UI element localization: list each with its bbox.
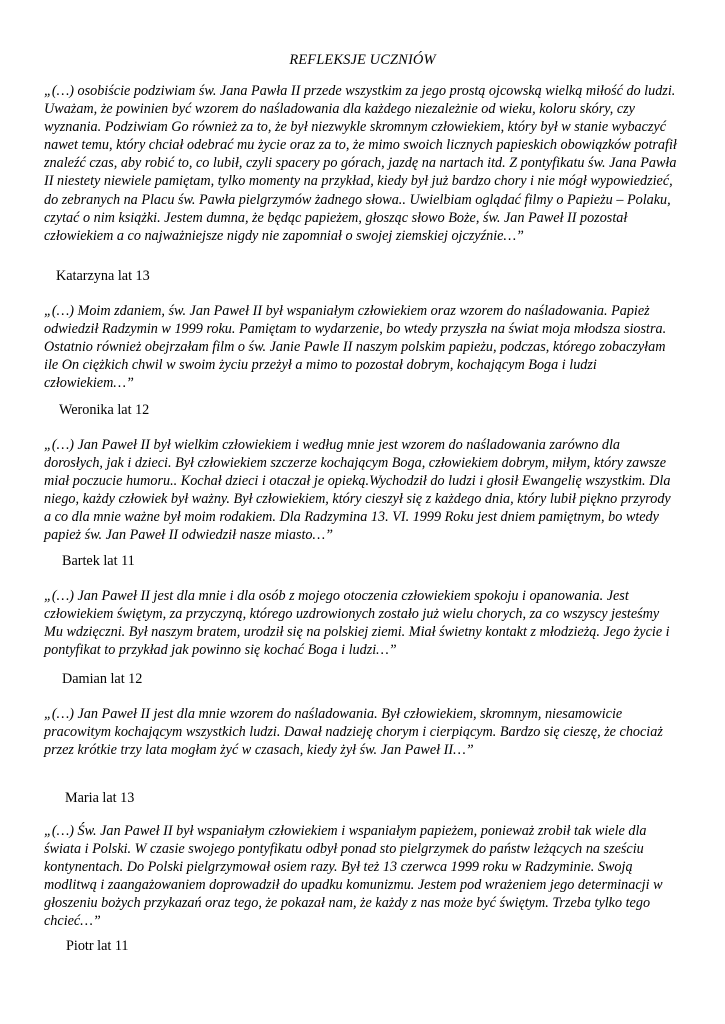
reflection-quote: „(…) Św. Jan Paweł II był wspaniałym człowiekiem i wspaniałym papieżem, ponieważ zrobił tak wiele dla świata i Polski. W czasie swojego pontyfikatu odbył ponad sto pielgrzymek do państw leżących na sześciu kontynentach. Do Polski pielgrzymował osiem razy. Był też 13 czerwca 1999 roku w Radzyminie. Swoją modlitwą i zaangażowaniem doprowadził do upadku komunizmu. Jestem pod wrażeniem jego determinacji w głoszeniu bożych przykazań oraz tego, że pokazał nam, że każdy z nas może być świętym. Trzeba tylko tego chcieć…” [44,823,663,930]
reflection-quote: „(…) Jan Paweł II jest dla mnie i dla osób z mojego otoczenia człowiekiem spokoju i opanowania. Jest człowiekiem świętym, za przyczyną, którego uzdrowionych zostało już wielu chorych, za co wszyscy jesteśmy Mu wdzięczni. Był naszym bratem, urodził się na polskiej ziemi. Miał świetny kontakt z młodzieżą. Jego życie i pontyfikat to przykład jak powinno się kochać Boga i ludzi…” [44,588,670,659]
reflection-author: Katarzyna lat 13 [56,268,150,284]
reflection-author: Bartek lat 11 [62,553,135,569]
reflection-author: Damian lat 12 [62,671,143,687]
page-title: REFLEKSJE UCZNIÓW [289,52,436,68]
reflection-quote: „(…) Jan Paweł II jest dla mnie wzorem do naśladowania. Był człowiekiem, skromnym, niesamowicie pracowitym kochającym wszystkich ludzi. Dawał nadzieję chorym i cierpiącym. Bardzo się cieszę, że chociaż przez krótkie trzy lata mogłam żyć w czasach, kiedy żył św. Jan Paweł II…” [44,706,663,759]
reflection-quote: „(…) Moim zdaniem, św. Jan Paweł II był wspaniałym człowiekiem oraz wzorem do naśladowania. Papież odwiedził Radzymin w 1999 roku. Pamiętam to wydarzenie, bo wtedy przyszła na świat moja młodsza siostra. Ostatnio również obejrzałam film o św. Janie Pawle II naszym polskim papieżu, podczas, którego zobaczyłam ile On ciężkich chwil w swoim życiu przeżył a mimo to pozostał dobrym, kochającym Boga i ludzi człowiekiem…” [44,303,667,392]
reflection-author: Piotr lat 11 [66,938,129,954]
reflection-quote: „(…) Jan Paweł II był wielkim człowiekiem i według mnie jest wzorem do naśladowania zarówno dla dorosłych, jak i dzieci. Był człowiekiem szczerze kochającym Boga, człowiekiem dobrym, miłym, który zawsze miał poczucie humoru.. Kochał dzieci i otaczał je opieką.Wychodził do ludzi i głosił Ewangelię wszystkim. Dla niego, każdy człowiek był ważny. Był człowiekiem, który cieszył się z każdego dnia, który lubił piękno przyrody a co dla mnie ważne był moim rodakiem. Dla Radzymina 13. VI. 1999 Roku jest dniem pamiętnym, bo wtedy papież św. Jan Paweł II odwiedził nasze miasto…” [44,437,671,544]
reflection-quote: „(…) osobiście podziwiam św. Jana Pawła II przede wszystkim za jego prostą ojcowską wielką miłość do ludzi. Uważam, że powinien być wzorem do naśladowania dla każdego niezależnie od wieku, koloru skóry, czy wyznania. Podziwiam Go również za to, że był niezwykle skromnym człowiekiem, który był w stanie wybaczyć nawet temu, który chciał odebrać mu życie oraz za to, że mimo swoich licznych papieskich obowiązków potrafił znaleźć czas, aby robić to, co lubił, czyli spacery po górach, jazdę na nartach itd. Z pontyfikatu św. Jana Pawła II niestety niewiele pamiętam, tylko momenty na przykład, kiedy był już bardzo chory i nie mógł wypowiedzieć, do zebranych na Placu św. Pawła pielgrzymów żadnego słowa.. Uwielbiam oglądać filmy o Papieżu – Polaku, czytać o nim książki. Jestem dumna, że będąc papieżem, głosząc słowo Boże, św. Jan Paweł II pozostał człowiekiem a co najważniejsze nigdy nie zapomniał o swojej ziemskiej ojczyźnie…” [44,83,677,244]
reflection-author: Maria lat 13 [65,790,135,806]
reflection-author: Weronika lat 12 [59,402,150,418]
